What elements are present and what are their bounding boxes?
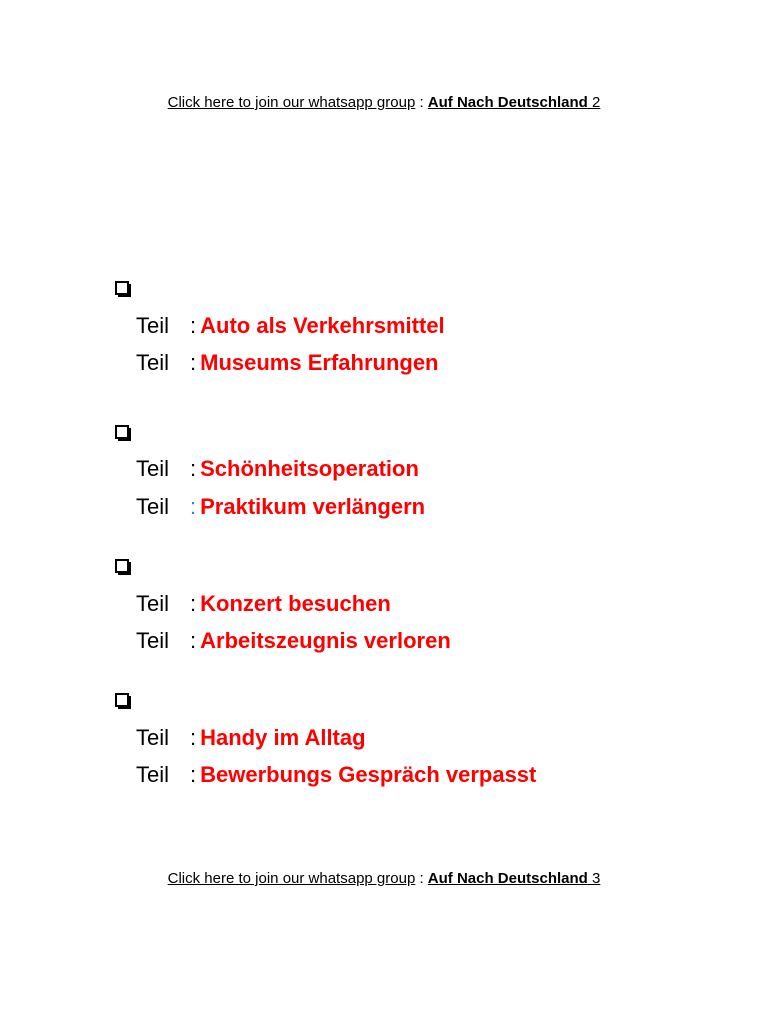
topic-text: Schönheitsoperation — [200, 456, 419, 481]
join-whatsapp-link[interactable]: Click here to join our whatsapp group — [167, 94, 416, 111]
teil-label: Teil — [136, 494, 170, 519]
link-separator: : — [415, 94, 428, 111]
colon: : — [190, 591, 197, 616]
checkbox-icon — [115, 281, 131, 297]
teil-label: Teil — [136, 762, 170, 787]
teil-label: Teil — [136, 628, 170, 653]
topic-text: Museums Erfahrungen — [200, 350, 439, 375]
teil-label: Teil — [136, 456, 170, 481]
link-separator: : — [415, 870, 428, 887]
teil-row — [136, 723, 366, 753]
colon: : — [190, 628, 197, 653]
topic-text: Handy im Alltag — [200, 725, 366, 750]
teil-label: Teil — [136, 725, 170, 750]
checkbox-icon — [115, 559, 131, 575]
group-name-link[interactable]: Auf Nach Deutschland — [427, 94, 588, 111]
checkbox-icon — [115, 693, 131, 709]
teil-row — [136, 760, 536, 790]
colon: : — [190, 762, 197, 787]
page-number: 2 — [587, 94, 601, 111]
teil-row — [136, 454, 419, 484]
colon: : — [190, 456, 197, 481]
colon: : — [190, 350, 197, 375]
teil-row — [136, 589, 391, 619]
join-whatsapp-link[interactable]: Click here to join our whatsapp group — [167, 870, 416, 887]
topic-text: Auto als Verkehrsmittel — [200, 313, 445, 338]
teil-label: Teil — [136, 591, 170, 616]
teil-row — [136, 348, 439, 378]
topic-text: Praktikum verlängern — [200, 494, 426, 519]
checkbox-icon — [115, 425, 131, 441]
teil-label: Teil — [136, 313, 170, 338]
topic-text: Arbeitszeugnis verloren — [200, 628, 451, 653]
teil-row — [136, 311, 445, 341]
colon: : — [190, 725, 197, 750]
whatsapp-link-bottom — [0, 869, 768, 889]
teil-label: Teil — [136, 350, 170, 375]
page-number: 3 — [587, 870, 601, 887]
colon: : — [190, 313, 197, 338]
teil-row — [136, 626, 451, 656]
whatsapp-link-top — [0, 93, 768, 113]
colon: : — [190, 494, 197, 519]
group-name-link[interactable]: Auf Nach Deutschland — [427, 870, 588, 887]
topic-text: Konzert besuchen — [200, 591, 391, 616]
topic-text: Bewerbungs Gespräch verpasst — [200, 762, 537, 787]
teil-row — [136, 492, 425, 522]
